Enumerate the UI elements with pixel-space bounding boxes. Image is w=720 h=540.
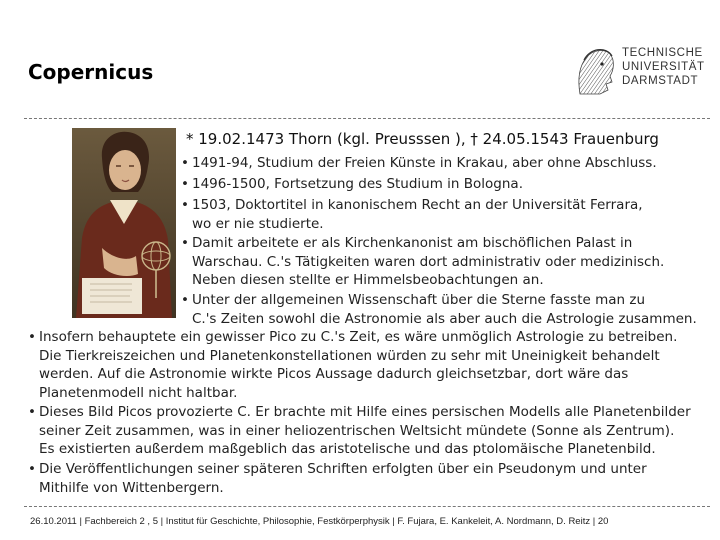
- tu-darmstadt-logo: [572, 42, 710, 102]
- logo-line: DARMSTADT: [622, 75, 699, 87]
- bullet-line: Die Veröffentlichungen seiner späteren Schriften erfolgten über ein Pseudonym und unter: [39, 461, 647, 477]
- bullet-line: seiner Zeit zusammen, was in einer heliozentrischen Weltsicht mündete (Sonne als Zentrum).: [39, 422, 675, 439]
- bullet-item: [28, 403, 691, 459]
- bullet-line: 1503, Doktortitel in kanonischem Recht an der Universität Ferrara,: [192, 197, 643, 213]
- slide-footer: 26.10.2011 | Fachbereich 2 , 5 | Institut für Geschichte, Philosophie, Festkörperphysik | F. Fujara, E. Kankeleit, A. Nordmann, D. Reitz | 20: [30, 516, 609, 527]
- bullet-icon: •: [28, 461, 36, 477]
- birth-death-subtitle: * 19.02.1473 Thorn (kgl. Preusssen ), † 24.05.1543 Frauenburg: [186, 130, 659, 148]
- bullet-item: [28, 460, 647, 497]
- bullet-line: 1491-94, Studium der Freien Künste in Krakau, aber ohne Abschluss.: [192, 155, 657, 171]
- bullet-line: Dieses Bild Picos provozierte C. Er brachte mit Hilfe eines persischen Modells alle Planetenbilder: [39, 404, 691, 420]
- bullet-item: [181, 196, 643, 233]
- slide-title: Copernicus: [28, 60, 154, 84]
- bullet-item: [181, 291, 697, 328]
- bullet-item: [181, 154, 657, 173]
- copernicus-portrait: [72, 128, 176, 318]
- bullet-line: 1496-1500, Fortsetzung des Studium in Bologna.: [192, 176, 524, 192]
- header-rule: [24, 118, 710, 119]
- bullet-icon: •: [181, 176, 189, 192]
- bullet-line: werden. Auf die Astronomie wirkte Picos Aussage dadurch gleichsetzbar, dort wäre das: [39, 366, 629, 382]
- bullet-line: Insofern behauptete ein gewisser Pico zu C.'s Zeit, es wäre unmöglich Astrologie zu betreiben.: [39, 329, 678, 345]
- logo-wordmark: [622, 46, 705, 88]
- bullet-item: [28, 328, 677, 402]
- logo-line: TECHNISCHE: [622, 47, 703, 59]
- bullet-icon: •: [181, 292, 189, 308]
- bullet-line: Planetenmodell nicht haltbar.: [39, 384, 238, 401]
- bullet-line: Neben diesen stellte er Himmelsbeobachtungen an.: [192, 272, 544, 288]
- bullet-line: Mithilfe von Wittenbergern.: [39, 479, 224, 496]
- footer-rule: [24, 506, 710, 507]
- bullet-item: [181, 175, 523, 194]
- bullet-line: C.'s Zeiten sowohl die Astronomie als aber auch die Astrologie zusammen.: [192, 310, 697, 327]
- bullet-line: Unter der allgemeinen Wissenschaft über die Sterne fasste man zu: [192, 292, 645, 308]
- bullet-line: Die Tierkreiszeichen und Planetenkonstellationen würden zu sehr mit Uneinigkeit behandelt: [39, 347, 660, 364]
- bullet-icon: •: [181, 155, 189, 171]
- bullet-icon: •: [181, 235, 189, 251]
- bullet-item: [181, 234, 664, 290]
- logo-line: UNIVERSITÄT: [622, 61, 705, 73]
- bullet-line: Es existierten außerdem maßgeblich das aristotelische und das ptolomäische Planetenbild.: [39, 441, 656, 457]
- bullet-line: wo er nie studierte.: [192, 215, 324, 232]
- bullet-line: Warschau. C.'s Tätigkeiten waren dort administrativ oder medizinisch.: [192, 253, 665, 270]
- bullet-icon: •: [181, 197, 189, 213]
- bullet-line: Damit arbeitete er als Kirchenkanonist am bischöflichen Palast in: [192, 235, 633, 251]
- athena-head-icon: [572, 42, 618, 100]
- bullet-icon: •: [28, 404, 36, 420]
- bullet-icon: •: [28, 329, 36, 345]
